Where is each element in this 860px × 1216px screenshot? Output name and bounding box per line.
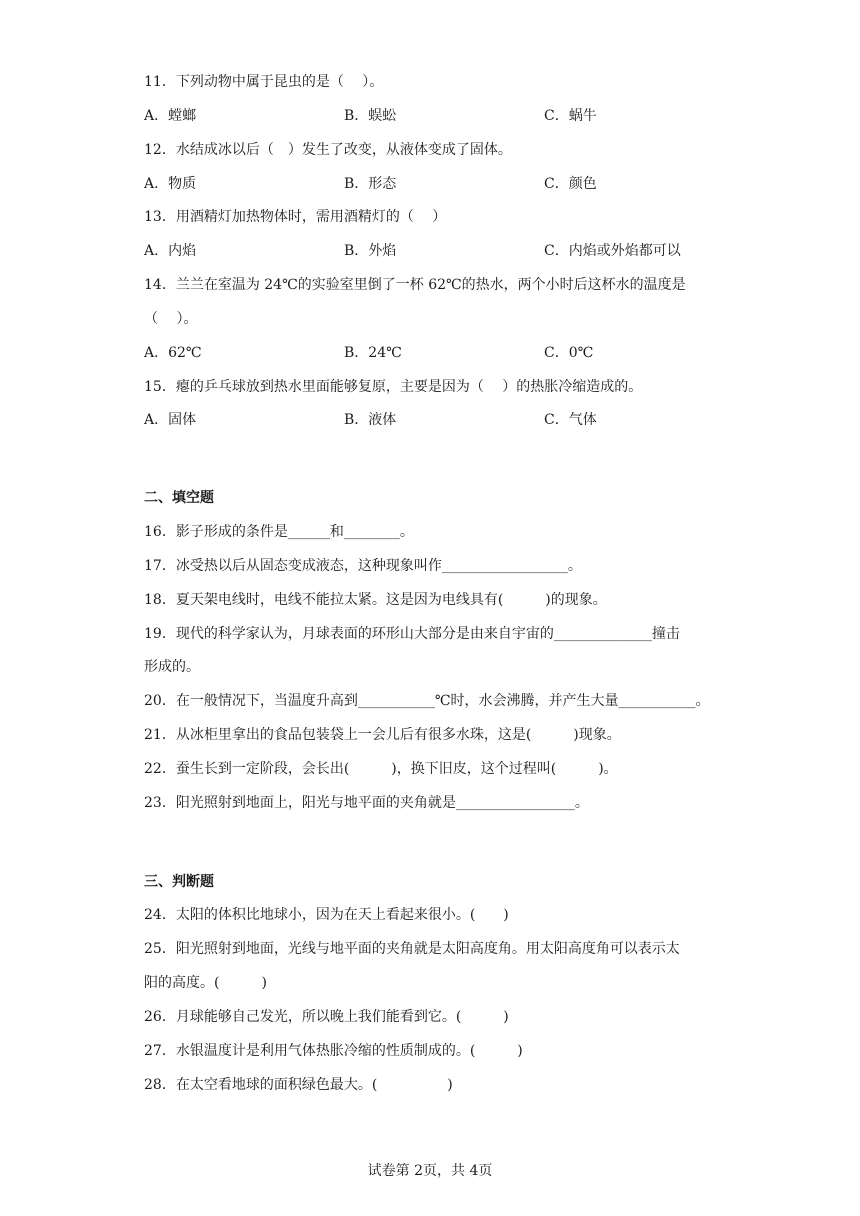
section-2-title: 二、填空题	[144, 490, 214, 506]
question-14-stem: 14．兰兰在室温为 24℃的实验室里倒了一杯 62℃的热水，两个小时后这杯水的温度是	[144, 277, 686, 293]
question-25-continued: 阳的高度。( )	[144, 975, 267, 991]
question-15-option-a: A．固体	[144, 412, 197, 428]
question-17: 17．冰受热以后从固态变成液态，这种现象叫作__________________。	[144, 558, 582, 574]
question-15-option-b: B．液体	[344, 412, 397, 428]
question-24: 24．太阳的体积比地球小，因为在天上看起来很小。( )	[144, 907, 509, 923]
question-13-stem: 13．用酒精灯加热物体时，需用酒精灯的（ ）	[144, 209, 447, 225]
question-22: 22．蚕生长到一定阶段，会长出( )，换下旧皮，这个过程叫( )。	[144, 761, 618, 777]
question-26: 26．月球能够自己发光，所以晚上我们能看到它。( )	[144, 1009, 509, 1025]
question-13-option-c: C．内焰或外焰都可以	[544, 243, 681, 259]
question-18: 18．夏天架电线时，电线不能拉太紧。这是因为电线具有( )的现象。	[144, 592, 607, 608]
question-14-stem-continued: （ ）。	[144, 311, 198, 327]
question-19-continued: 形成的。	[144, 659, 200, 675]
question-15-option-c: C．气体	[544, 412, 597, 428]
question-11-option-a: A．螳螂	[144, 108, 197, 124]
question-13-option-a: A．内焰	[144, 243, 197, 259]
question-19: 19．现代的科学家认为，月球表面的环形山大部分是由来自宇宙的______________撞击	[144, 626, 680, 642]
question-20: 20．在一般情况下，当温度升高到___________℃时，水会沸腾，并产生大量___________。	[144, 693, 710, 709]
question-14-option-a: A．62℃	[144, 345, 202, 361]
question-14-option-b: B．24℃	[344, 345, 402, 361]
question-12-option-b: B．形态	[344, 176, 397, 192]
question-25: 25．阳光照射到地面，光线与地平面的夹角就是太阳高度角。用太阳高度角可以表示太	[144, 941, 680, 957]
question-14-option-c: C．0℃	[544, 345, 594, 361]
question-12-option-a: A．物质	[144, 176, 197, 192]
page-footer: 试卷第 2页，共 4页	[367, 1163, 493, 1179]
question-27: 27．水银温度计是利用气体热胀冷缩的性质制成的。( )	[144, 1043, 523, 1059]
question-13-option-b: B．外焰	[344, 243, 397, 259]
question-11-stem: 11．下列动物中属于昆虫的是（ ）。	[144, 74, 384, 90]
question-23: 23．阳光照射到地面上，阳光与地平面的夹角就是_________________。	[144, 795, 589, 811]
question-12-option-c: C．颜色	[544, 176, 597, 192]
question-16: 16．影子形成的条件是______和________。	[144, 524, 414, 540]
question-11-option-c: C．蜗牛	[544, 108, 597, 124]
section-3-title: 三、判断题	[144, 874, 214, 890]
question-21: 21．从冰柜里拿出的食品包装袋上一会儿后有很多水珠，这是( )现象。	[144, 727, 621, 743]
question-11-option-b: B．蜈蚣	[344, 108, 397, 124]
question-15-stem: 15．瘪的乒乓球放到热水里面能够复原，主要是因为（ ）的热胀冷缩造成的。	[144, 379, 643, 395]
question-28: 28．在太空看地球的面积绿色最大。( )	[144, 1077, 453, 1093]
question-12-stem: 12．水结成冰以后（ ）发生了改变，从液体变成了固体。	[144, 142, 512, 158]
